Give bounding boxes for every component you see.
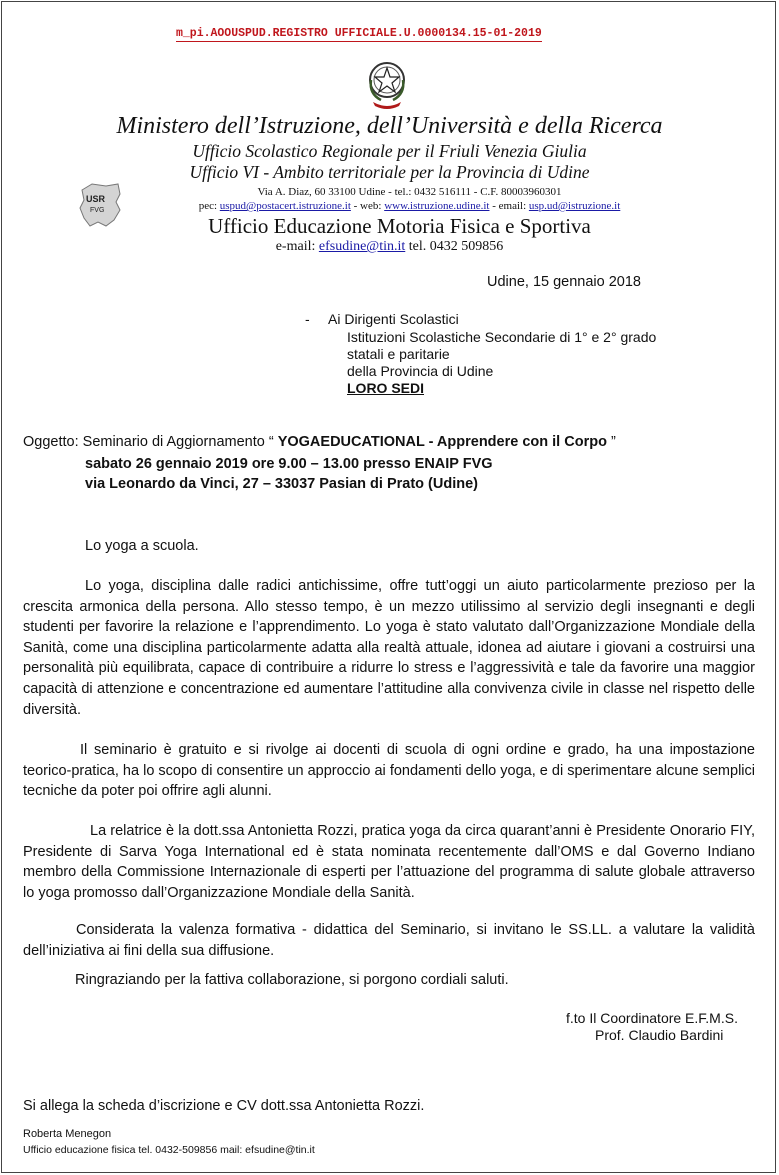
subject-datetime: sabato 26 gennaio 2019 ore 9.00 – 13.00 presso ENAIP FVG <box>85 456 493 472</box>
recipient-line-3: statali e paritarie <box>347 346 450 362</box>
signature-name: Prof. Claudio Bardini <box>595 1027 724 1043</box>
dept-email-label: e-mail: <box>275 239 319 254</box>
recipient-line-4: della Provincia di Udine <box>347 363 494 379</box>
subject-venue: via Leonardo da Vinci, 27 – 33037 Pasian di Prato (Udine) <box>85 476 478 492</box>
department-contacts <box>0 239 779 255</box>
web-link[interactable]: www.istruzione.udine.it <box>384 200 490 212</box>
web-label: - web: <box>350 200 385 212</box>
protocol-stamp: m_pi.AOOUSPUD.REGISTRO UFFICIALE.U.0000134.15-01-2019 <box>176 27 542 40</box>
body-paragraph-2: Il seminario è gratuito e si rivolge ai docenti di scuola di ogni ordine e grado, ha una impostazione teorico-pratica, ha lo scopo di consentire un approccio ai fondamenti dello yoga, e di sperimentare alcune semplici tecniche da poter poi offrire agli alunni. <box>23 742 755 800</box>
regional-office: Ufficio Scolastico Regionale per il Friuli Venezia Giulia <box>192 141 587 161</box>
ministry-title: Ministero dell’Istruzione, dell’Università e della Ricerca <box>116 113 663 139</box>
usr-logo-text-top: USR <box>86 194 106 204</box>
recipient-loro-sedi: LORO SEDI <box>347 380 425 396</box>
republic-emblem-icon <box>363 58 411 110</box>
subject-title: YOGAEDUCATIONAL - Apprendere con il Corpo <box>277 434 607 450</box>
territorial-office: Ufficio VI - Ambito territoriale per la Provincia di Udine <box>189 162 590 182</box>
usr-logo-text-bottom: FVG <box>90 207 105 214</box>
dept-email-link[interactable]: efsudine@tin.it <box>318 239 406 254</box>
office-address: Via A. Diaz, 60 33100 Udine - tel.: 0432 516111 - C.F. 80003960301 <box>257 186 562 198</box>
body-intro: Lo yoga a scuola. <box>85 538 199 554</box>
body-paragraph-4: Considerata la valenza formativa - didattica del Seminario, si invitano le SS.LL. a valutare la validità dell’iniziativa ai fini della sua diffusione. <box>23 922 755 959</box>
closing-greeting: Ringraziando per la fattiva collaborazione, si porgono cordiali saluti. <box>75 972 509 988</box>
pec-label: pec: <box>198 200 220 212</box>
footer-contact: Ufficio educazione fisica tel. 0432-509856 mail: efsudine@tin.it <box>23 1144 315 1156</box>
body-paragraph-1: Lo yoga, disciplina dalle radici antichissime, offre tutt’oggi un aiuto particolarmente prezioso per la crescita armonica della persona. Allo stesso tempo, è un mezzo utilissimo al servizio degli insegnanti e degli studenti per favorire la relazione e l’apprendimento. Lo yoga è stato valutato dall’Organizzazione Mondiale della Sanità, come una disciplina particolarmente adatta alla realtà attuale, idonea ad aiutare i giovani a costruirsi una personalità più equilibrata, capace di contribuire a ridurre lo stress e l’aggressività e tale da favorire una maggior capacità di attenzione e concentrazione ed aumentare l’attitudine alla convivenza civile in classe nel rispetto delle diversità. <box>23 578 755 718</box>
footer-name: Roberta Menegon <box>23 1128 112 1140</box>
email-link[interactable]: usp.ud@istruzione.it <box>528 200 621 212</box>
dept-tel: tel. 0432 509856 <box>405 239 504 254</box>
recipient-line-2: Istituzioni Scolastiche Secondarie di 1° e 2° grado <box>347 329 657 345</box>
recipient-line-1: Ai Dirigenti Scolastici <box>328 311 459 327</box>
subject-label: Oggetto: Seminario di Aggiornamento “ <box>23 434 278 450</box>
pec-link[interactable]: uspud@postacert.istruzione.it <box>219 200 351 212</box>
department-title: Ufficio Educazione Motoria Fisica e Sportiva <box>208 214 591 238</box>
subject-line <box>23 434 616 450</box>
email-label: - email: <box>489 200 529 212</box>
subject-close-quote: ” <box>606 434 616 450</box>
recipient-dash: - <box>305 311 310 327</box>
signature-role: f.to Il Coordinatore E.F.M.S. <box>566 1010 738 1026</box>
letter-date: Udine, 15 gennaio 2018 <box>487 274 641 290</box>
attachment-note: Si allega la scheda d’iscrizione e CV dott.ssa Antonietta Rozzi. <box>23 1098 425 1114</box>
office-contacts <box>0 200 779 212</box>
body-paragraph-3: La relatrice è la dott.ssa Antonietta Rozzi, pratica yoga da circa quarant’anni è Presidente Onorario FIY, Presidente di Sarva Yoga International ed è stata nominata recentemente dall’OMS e dal Governo Indiano membro della Commissione Internazionale di esperti per l’attuazione del programma di salute globale attraverso lo yoga promosso dall’Organizzazione Mondiale della Sanità. <box>23 823 755 901</box>
